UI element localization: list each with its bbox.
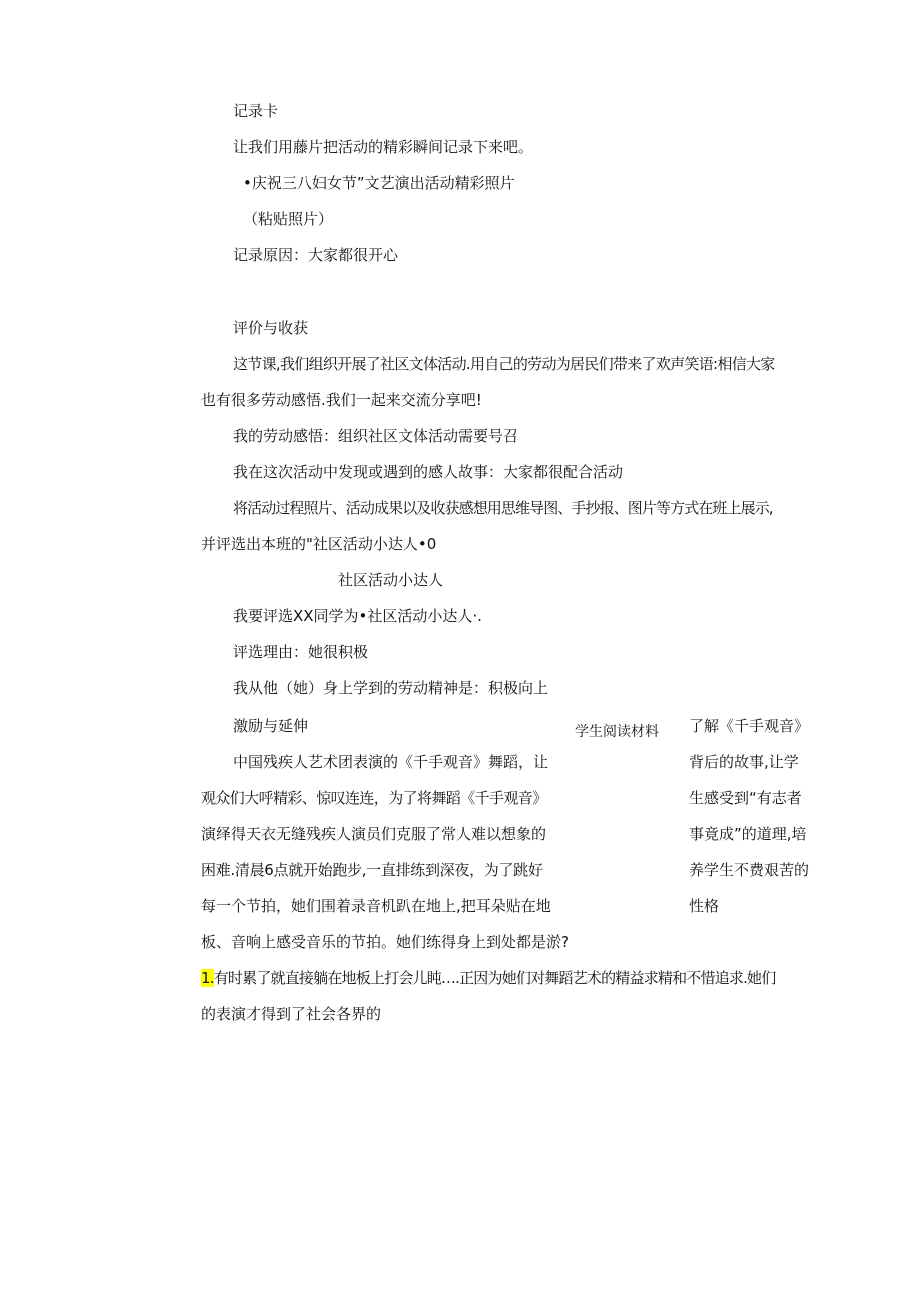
continuation-line2: 的表演才得到了社会各界的 xyxy=(201,1005,382,1023)
record-intro: 让我们用藤片把活动的精彩瞬间记录下来吧。 xyxy=(233,138,534,156)
purpose-line: 性格 xyxy=(689,897,720,915)
list-marker-highlight: 1. xyxy=(201,969,214,987)
labor-insight: 我的劳动感悟：组织社区文体活动需要号召 xyxy=(233,427,519,445)
expert-select: 我要评选XX同学为•社区活动小达人·. xyxy=(233,607,482,625)
expert-spirit: 我从他（她）身上学到的劳动精神是：积极向上 xyxy=(233,679,549,697)
extension-heading: 激励与延伸 xyxy=(233,717,309,735)
purpose-line: 生感受到“有志者 xyxy=(689,789,802,807)
story-line: 每一个节拍，她们围着录音机趴在地上,把耳朵贴在地 xyxy=(201,897,551,915)
material-label: 学生阅读材料 xyxy=(575,724,659,740)
evaluation-para2-line1: 将活动过程照片、活动成果以及收获感想用思维导图、手抄报、图片等方式在班上展示, xyxy=(233,499,773,517)
continuation-line1 xyxy=(201,968,775,988)
evaluation-para2-line2: 并评选出本班的"社区活动小达人•0 xyxy=(201,535,437,553)
purpose-line: 了解《千手观音》 xyxy=(689,717,810,735)
evaluation-para1-line2: 也有很多劳动感悟.我们一起来交流分享吧! xyxy=(201,391,482,409)
photo-title: •庆祝三八妇女节”文艺演出活动精彩照片 xyxy=(243,174,515,192)
purpose-line: 事竟成”的道理,培 xyxy=(689,825,807,843)
expert-reason: 评选理由：她很积极 xyxy=(233,643,369,661)
evaluation-para1-line1: 这节课,我们组织开展了社区文体活动.用自己的劳动为居民们带来了欢声笑语:相信大家 xyxy=(233,355,775,373)
story-line: 困难.清晨6点就开始跑步,一直排练到深夜，为了跳好 xyxy=(201,861,543,879)
touching-story: 我在这次活动中发现或遇到的感人故事：大家都很配合活动 xyxy=(233,463,624,481)
purpose-line: 背后的故事,让学 xyxy=(689,753,799,771)
record-heading: 记录卡 xyxy=(233,102,279,120)
record-reason: 记录原因：大家都很开心 xyxy=(233,246,399,264)
story-line: 观众们大呼精彩、惊叹连连，为了将舞蹈《千手观音》 xyxy=(201,789,547,807)
story-line: 演绎得天衣无缝残疾人演员们克服了常人难以想象的 xyxy=(201,825,547,843)
purpose-line: 养学生不费艰苦的 xyxy=(689,861,810,879)
expert-title: 社区活动小达人 xyxy=(338,571,444,589)
continuation-text: 有时累了就直接躺在地板上打会儿盹….正因为她们对舞蹈艺术的精益求精和不惜追求.她们 xyxy=(213,969,776,987)
evaluation-heading: 评价与收获 xyxy=(233,319,309,337)
story-line: 中国残疾人艺术团表演的《千手观音》舞蹈，让 xyxy=(233,753,549,771)
paste-photo-note: （粘贴照片） xyxy=(243,210,334,228)
story-line: 板、音响上感受音乐的节拍。她们练得身上到处都是淤? xyxy=(201,933,569,951)
